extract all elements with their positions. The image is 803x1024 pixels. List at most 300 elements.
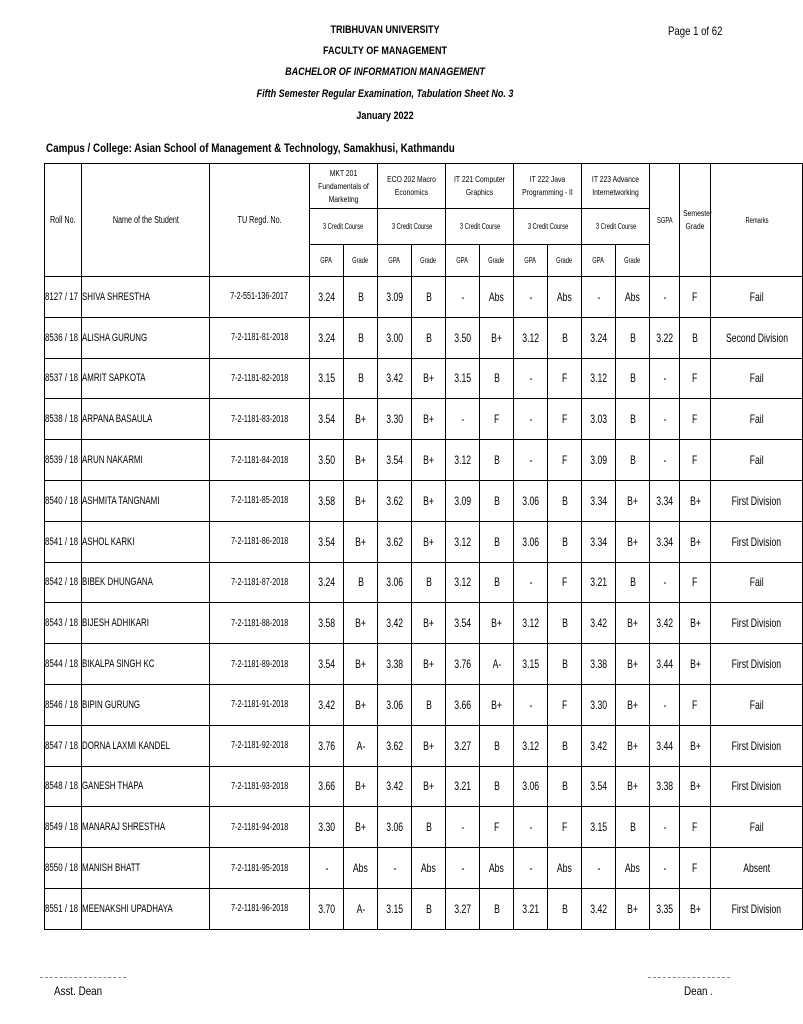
- grade-cell: Abs: [616, 277, 650, 318]
- gpa-cell: 3.50: [310, 440, 344, 481]
- grade-label: Grade: [412, 245, 446, 277]
- roll-cell: 8549 / 18: [45, 807, 82, 848]
- grade-label: Grade: [480, 245, 514, 277]
- name-cell: MANARAJ SHRESTHA: [82, 807, 210, 848]
- gpa-label: GPA: [514, 245, 548, 277]
- regd-cell: 7-2-1181-93-2018: [210, 766, 310, 807]
- gpa-cell: 3.30: [378, 399, 412, 440]
- sgpa-cell: 3.35: [650, 888, 680, 929]
- gpa-cell: 3.54: [310, 399, 344, 440]
- grade-cell: B: [480, 562, 514, 603]
- grade-cell: B+: [412, 603, 446, 644]
- name-cell: ALISHA GURUNG: [82, 317, 210, 358]
- gpa-cell: 3.34: [582, 521, 616, 562]
- table-row: [45, 562, 803, 603]
- gpa-cell: -: [446, 848, 480, 889]
- gpa-cell: 3.30: [310, 807, 344, 848]
- grade-cell: B: [548, 725, 582, 766]
- gpa-cell: 3.42: [378, 358, 412, 399]
- remarks-cell: First Division: [711, 725, 803, 766]
- grade-cell: Abs: [480, 848, 514, 889]
- gpa-cell: -: [446, 807, 480, 848]
- table-row: [45, 888, 803, 929]
- gpa-cell: -: [514, 807, 548, 848]
- grade-cell: Abs: [344, 848, 378, 889]
- grade-cell: B+: [412, 644, 446, 685]
- remarks-cell: Fail: [711, 684, 803, 725]
- signature-line-left: [40, 977, 126, 978]
- exam-date: January 2022: [356, 110, 414, 122]
- gpa-cell: 3.42: [310, 684, 344, 725]
- grade-cell: B: [548, 521, 582, 562]
- grade-cell: B+: [616, 684, 650, 725]
- name-cell: BIPIN GURUNG: [82, 684, 210, 725]
- roll-cell: 8127 / 17: [45, 277, 82, 318]
- grade-cell: B: [548, 603, 582, 644]
- gpa-label: GPA: [310, 245, 344, 277]
- grade-cell: B+: [616, 766, 650, 807]
- grade-cell: F: [548, 562, 582, 603]
- remarks-cell: Second Division: [711, 317, 803, 358]
- sgpa-cell: 3.44: [650, 644, 680, 685]
- gpa-cell: 3.03: [582, 399, 616, 440]
- grade-cell: B: [412, 317, 446, 358]
- grade-cell: B: [480, 480, 514, 521]
- semester-grade-cell: B+: [680, 521, 711, 562]
- grade-cell: F: [548, 358, 582, 399]
- regd-header: TU Regd. No.: [210, 164, 310, 277]
- table-row: [45, 848, 803, 889]
- sgpa-cell: -: [650, 358, 680, 399]
- grade-cell: B+: [480, 317, 514, 358]
- name-cell: AMRIT SAPKOTA: [82, 358, 210, 399]
- gpa-cell: 3.12: [582, 358, 616, 399]
- semester-grade-cell: F: [680, 807, 711, 848]
- grade-cell: F: [480, 807, 514, 848]
- regd-cell: 7-2-1181-89-2018: [210, 644, 310, 685]
- gpa-cell: 3.66: [310, 766, 344, 807]
- grade-cell: B+: [344, 603, 378, 644]
- semester-grade-cell: F: [680, 848, 711, 889]
- roll-cell: 8546 / 18: [45, 684, 82, 725]
- gpa-cell: 3.54: [446, 603, 480, 644]
- grade-cell: B+: [616, 888, 650, 929]
- name-cell: BIKALPA SINGH KC: [82, 644, 210, 685]
- gpa-cell: 3.24: [310, 562, 344, 603]
- grade-cell: B: [480, 725, 514, 766]
- roll-header: Roll No.: [45, 164, 82, 277]
- gpa-cell: -: [514, 848, 548, 889]
- gpa-cell: 3.62: [378, 725, 412, 766]
- semester-grade-cell: F: [680, 399, 711, 440]
- gpa-cell: -: [582, 848, 616, 889]
- gpa-cell: 3.21: [582, 562, 616, 603]
- grade-cell: B: [548, 317, 582, 358]
- subject-header: ECO 202 Macro Economics: [378, 164, 446, 209]
- gpa-cell: 3.24: [582, 317, 616, 358]
- name-cell: ARUN NAKARMI: [82, 440, 210, 481]
- sgpa-cell: 3.34: [650, 521, 680, 562]
- gpa-cell: -: [514, 562, 548, 603]
- subject-header: MKT 201 Fundamentals of Marketing: [310, 164, 378, 209]
- grade-cell: B: [548, 480, 582, 521]
- semester-grade-cell: B+: [680, 766, 711, 807]
- grade-cell: B: [548, 766, 582, 807]
- grade-cell: B+: [344, 684, 378, 725]
- gpa-cell: 3.58: [310, 480, 344, 521]
- regd-cell: 7-2-1181-86-2018: [210, 521, 310, 562]
- gpa-cell: 3.12: [514, 725, 548, 766]
- subject-header: IT 222 Java Programming - II: [514, 164, 582, 209]
- grade-cell: B: [480, 521, 514, 562]
- grade-cell: B: [616, 440, 650, 481]
- gpa-cell: 3.42: [582, 603, 616, 644]
- regd-cell: 7-2-1181-91-2018: [210, 684, 310, 725]
- grade-cell: Abs: [412, 848, 446, 889]
- gpa-cell: 3.42: [582, 725, 616, 766]
- gpa-cell: 3.12: [446, 440, 480, 481]
- asst-dean-label: Asst. Dean: [54, 984, 103, 998]
- gpa-cell: 3.06: [378, 807, 412, 848]
- grade-label: Grade: [616, 245, 650, 277]
- grade-cell: Abs: [548, 277, 582, 318]
- gpa-cell: -: [310, 848, 344, 889]
- semester-grade-header: Semester Grade: [680, 164, 711, 277]
- semester-grade-cell: B+: [680, 644, 711, 685]
- gpa-cell: 3.15: [446, 358, 480, 399]
- grade-cell: B+: [616, 480, 650, 521]
- grade-cell: B+: [344, 521, 378, 562]
- gpa-cell: 3.38: [378, 644, 412, 685]
- gpa-cell: 3.24: [310, 277, 344, 318]
- table-row: [45, 644, 803, 685]
- grade-cell: B+: [412, 521, 446, 562]
- grade-cell: F: [548, 440, 582, 481]
- tabulation-table: [44, 163, 803, 930]
- gpa-cell: 3.76: [446, 644, 480, 685]
- roll-cell: 8536 / 18: [45, 317, 82, 358]
- credit-label: 3 Credit Course: [582, 209, 650, 245]
- grade-cell: B+: [412, 440, 446, 481]
- semester-grade-cell: F: [680, 684, 711, 725]
- grade-cell: B+: [412, 358, 446, 399]
- gpa-cell: 3.15: [378, 888, 412, 929]
- gpa-cell: 3.06: [514, 521, 548, 562]
- gpa-cell: 3.09: [378, 277, 412, 318]
- regd-cell: 7-2-1181-84-2018: [210, 440, 310, 481]
- gpa-cell: 3.27: [446, 888, 480, 929]
- sgpa-cell: 3.38: [650, 766, 680, 807]
- sgpa-cell: -: [650, 562, 680, 603]
- grade-cell: B+: [344, 399, 378, 440]
- regd-cell: 7-2-1181-81-2018: [210, 317, 310, 358]
- exam-title: Fifth Semester Regular Examination, Tabulation Sheet No. 3: [256, 88, 514, 100]
- name-cell: BIBEK DHUNGANA: [82, 562, 210, 603]
- gpa-cell: 3.06: [514, 480, 548, 521]
- table-row: [45, 277, 803, 318]
- name-cell: ASHOL KARKI: [82, 521, 210, 562]
- sgpa-cell: -: [650, 807, 680, 848]
- grade-cell: B: [548, 644, 582, 685]
- grade-cell: B: [412, 562, 446, 603]
- gpa-cell: 3.09: [446, 480, 480, 521]
- semester-grade-cell: F: [680, 358, 711, 399]
- table-row: [45, 521, 803, 562]
- gpa-cell: 3.58: [310, 603, 344, 644]
- sgpa-cell: 3.42: [650, 603, 680, 644]
- name-cell: MEENAKSHI UPADHAYA: [82, 888, 210, 929]
- remarks-cell: Fail: [711, 807, 803, 848]
- grade-cell: B: [548, 888, 582, 929]
- grade-cell: B+: [412, 399, 446, 440]
- gpa-cell: -: [514, 399, 548, 440]
- gpa-label: GPA: [582, 245, 616, 277]
- table-row: [45, 807, 803, 848]
- name-cell: DORNA LAXMI KANDEL: [82, 725, 210, 766]
- gpa-cell: 3.42: [582, 888, 616, 929]
- gpa-cell: 3.54: [582, 766, 616, 807]
- grade-cell: B+: [616, 521, 650, 562]
- grade-cell: B: [344, 562, 378, 603]
- sgpa-cell: -: [650, 399, 680, 440]
- gpa-cell: 3.12: [514, 603, 548, 644]
- grade-cell: B+: [480, 684, 514, 725]
- gpa-cell: 3.21: [514, 888, 548, 929]
- faculty-name: FACULTY OF MANAGEMENT: [323, 45, 447, 57]
- subject-header: IT 221 Computer Graphics: [446, 164, 514, 209]
- name-header: Name of the Student: [82, 164, 210, 277]
- gpa-cell: 3.76: [310, 725, 344, 766]
- remarks-cell: First Division: [711, 480, 803, 521]
- grade-cell: B: [412, 807, 446, 848]
- grade-cell: B: [344, 277, 378, 318]
- gpa-cell: 3.30: [582, 684, 616, 725]
- grade-cell: F: [548, 807, 582, 848]
- gpa-cell: 3.34: [582, 480, 616, 521]
- grade-cell: B: [412, 684, 446, 725]
- grade-cell: Abs: [548, 848, 582, 889]
- remarks-cell: First Division: [711, 603, 803, 644]
- sgpa-cell: -: [650, 848, 680, 889]
- gpa-cell: 3.42: [378, 766, 412, 807]
- gpa-cell: 3.00: [378, 317, 412, 358]
- remarks-cell: Fail: [711, 399, 803, 440]
- credit-label: 3 Credit Course: [310, 209, 378, 245]
- remarks-header: Remarks: [711, 164, 803, 277]
- gpa-cell: 3.12: [446, 521, 480, 562]
- gpa-cell: 3.06: [378, 684, 412, 725]
- grade-cell: B+: [412, 766, 446, 807]
- gpa-cell: -: [514, 358, 548, 399]
- regd-cell: 7-2-1181-87-2018: [210, 562, 310, 603]
- roll-cell: 8537 / 18: [45, 358, 82, 399]
- name-cell: MANISH BHATT: [82, 848, 210, 889]
- name-cell: SHIVA SHRESTHA: [82, 277, 210, 318]
- grade-cell: B: [412, 277, 446, 318]
- gpa-cell: -: [514, 684, 548, 725]
- gpa-cell: 3.62: [378, 521, 412, 562]
- semester-grade-cell: B+: [680, 480, 711, 521]
- sgpa-cell: 3.34: [650, 480, 680, 521]
- grade-cell: B: [412, 888, 446, 929]
- gpa-cell: 3.54: [378, 440, 412, 481]
- regd-cell: 7-2-1181-96-2018: [210, 888, 310, 929]
- grade-cell: B: [616, 358, 650, 399]
- remarks-cell: First Division: [711, 521, 803, 562]
- credit-label: 3 Credit Course: [446, 209, 514, 245]
- grade-cell: B+: [616, 603, 650, 644]
- table-row: [45, 603, 803, 644]
- grade-cell: F: [548, 684, 582, 725]
- grade-cell: Abs: [480, 277, 514, 318]
- roll-cell: 8551 / 18: [45, 888, 82, 929]
- gpa-cell: -: [582, 277, 616, 318]
- gpa-cell: 3.54: [310, 521, 344, 562]
- regd-cell: 7-2-1181-88-2018: [210, 603, 310, 644]
- grade-cell: B: [480, 358, 514, 399]
- regd-cell: 7-2-551-136-2017: [210, 277, 310, 318]
- grade-cell: B+: [616, 725, 650, 766]
- table-row: [45, 766, 803, 807]
- grade-cell: B+: [412, 725, 446, 766]
- sgpa-cell: 3.22: [650, 317, 680, 358]
- grade-cell: B+: [344, 644, 378, 685]
- grade-cell: B: [616, 317, 650, 358]
- gpa-cell: 3.09: [582, 440, 616, 481]
- roll-cell: 8544 / 18: [45, 644, 82, 685]
- program-name: BACHELOR OF INFORMATION MANAGEMENT: [285, 66, 485, 78]
- gpa-cell: -: [446, 399, 480, 440]
- remarks-cell: First Division: [711, 888, 803, 929]
- gpa-cell: 3.70: [310, 888, 344, 929]
- grade-label: Grade: [344, 245, 378, 277]
- roll-cell: 8540 / 18: [45, 480, 82, 521]
- grade-cell: B: [480, 888, 514, 929]
- gpa-cell: 3.06: [378, 562, 412, 603]
- gpa-cell: 3.15: [514, 644, 548, 685]
- subject-header: IT 223 Advance Internetworking: [582, 164, 650, 209]
- grade-cell: B: [480, 766, 514, 807]
- grade-cell: B+: [616, 644, 650, 685]
- name-cell: ARPANA BASAULA: [82, 399, 210, 440]
- gpa-cell: 3.12: [446, 562, 480, 603]
- semester-grade-cell: B+: [680, 603, 711, 644]
- campus-line: Campus / College: Asian School of Management & Technology, Samakhusi, Kathmandu: [46, 141, 455, 155]
- gpa-cell: 3.50: [446, 317, 480, 358]
- table-row: [45, 317, 803, 358]
- grade-cell: B+: [344, 480, 378, 521]
- regd-cell: 7-2-1181-94-2018: [210, 807, 310, 848]
- regd-cell: 7-2-1181-83-2018: [210, 399, 310, 440]
- remarks-cell: First Division: [711, 644, 803, 685]
- credit-label: 3 Credit Course: [378, 209, 446, 245]
- grade-cell: F: [548, 399, 582, 440]
- roll-cell: 8538 / 18: [45, 399, 82, 440]
- grade-cell: B+: [344, 766, 378, 807]
- name-cell: GANESH THAPA: [82, 766, 210, 807]
- roll-cell: 8547 / 18: [45, 725, 82, 766]
- roll-cell: 8550 / 18: [45, 848, 82, 889]
- remarks-cell: First Division: [711, 766, 803, 807]
- name-cell: ASHMITA TANGNAMI: [82, 480, 210, 521]
- gpa-cell: -: [446, 277, 480, 318]
- gpa-cell: -: [514, 440, 548, 481]
- grade-cell: B: [344, 358, 378, 399]
- regd-cell: 7-2-1181-92-2018: [210, 725, 310, 766]
- grade-cell: A-: [344, 888, 378, 929]
- remarks-cell: Absent: [711, 848, 803, 889]
- signature-line-right: [648, 977, 730, 978]
- table-row: [45, 440, 803, 481]
- gpa-label: GPA: [378, 245, 412, 277]
- roll-cell: 8539 / 18: [45, 440, 82, 481]
- gpa-label: GPA: [446, 245, 480, 277]
- semester-grade-cell: B: [680, 317, 711, 358]
- grade-cell: A-: [480, 644, 514, 685]
- grade-cell: B+: [344, 807, 378, 848]
- remarks-cell: Fail: [711, 440, 803, 481]
- gpa-cell: -: [378, 848, 412, 889]
- roll-cell: 8543 / 18: [45, 603, 82, 644]
- sgpa-header: SGPA: [650, 164, 680, 277]
- roll-cell: 8541 / 18: [45, 521, 82, 562]
- gpa-cell: 3.21: [446, 766, 480, 807]
- regd-cell: 7-2-1181-95-2018: [210, 848, 310, 889]
- roll-cell: 8542 / 18: [45, 562, 82, 603]
- gpa-cell: 3.66: [446, 684, 480, 725]
- table-row: [45, 399, 803, 440]
- remarks-cell: Fail: [711, 358, 803, 399]
- table-row: [45, 684, 803, 725]
- table-row: [45, 725, 803, 766]
- gpa-cell: 3.12: [514, 317, 548, 358]
- gpa-cell: 3.06: [514, 766, 548, 807]
- gpa-cell: -: [514, 277, 548, 318]
- gpa-cell: 3.24: [310, 317, 344, 358]
- grade-cell: B: [480, 440, 514, 481]
- grade-cell: B: [616, 562, 650, 603]
- semester-grade-cell: B+: [680, 725, 711, 766]
- grade-label: Grade: [548, 245, 582, 277]
- semester-grade-cell: F: [680, 277, 711, 318]
- semester-grade-cell: B+: [680, 888, 711, 929]
- sgpa-cell: 3.44: [650, 725, 680, 766]
- regd-cell: 7-2-1181-85-2018: [210, 480, 310, 521]
- credit-label: 3 Credit Course: [514, 209, 582, 245]
- grade-cell: B+: [480, 603, 514, 644]
- gpa-cell: 3.42: [378, 603, 412, 644]
- sgpa-cell: -: [650, 440, 680, 481]
- page-number: Page 1 of 62: [668, 24, 723, 38]
- remarks-cell: Fail: [711, 562, 803, 603]
- gpa-cell: 3.54: [310, 644, 344, 685]
- grade-cell: B+: [344, 440, 378, 481]
- grade-cell: B+: [412, 480, 446, 521]
- roll-cell: 8548 / 18: [45, 766, 82, 807]
- gpa-cell: 3.15: [582, 807, 616, 848]
- name-cell: BIJESH ADHIKARI: [82, 603, 210, 644]
- grade-cell: A-: [344, 725, 378, 766]
- gpa-cell: 3.27: [446, 725, 480, 766]
- table-row: [45, 358, 803, 399]
- sgpa-cell: -: [650, 277, 680, 318]
- grade-cell: B: [616, 399, 650, 440]
- grade-cell: B: [344, 317, 378, 358]
- table-row: [45, 480, 803, 521]
- gpa-cell: 3.62: [378, 480, 412, 521]
- semester-grade-cell: F: [680, 440, 711, 481]
- regd-cell: 7-2-1181-82-2018: [210, 358, 310, 399]
